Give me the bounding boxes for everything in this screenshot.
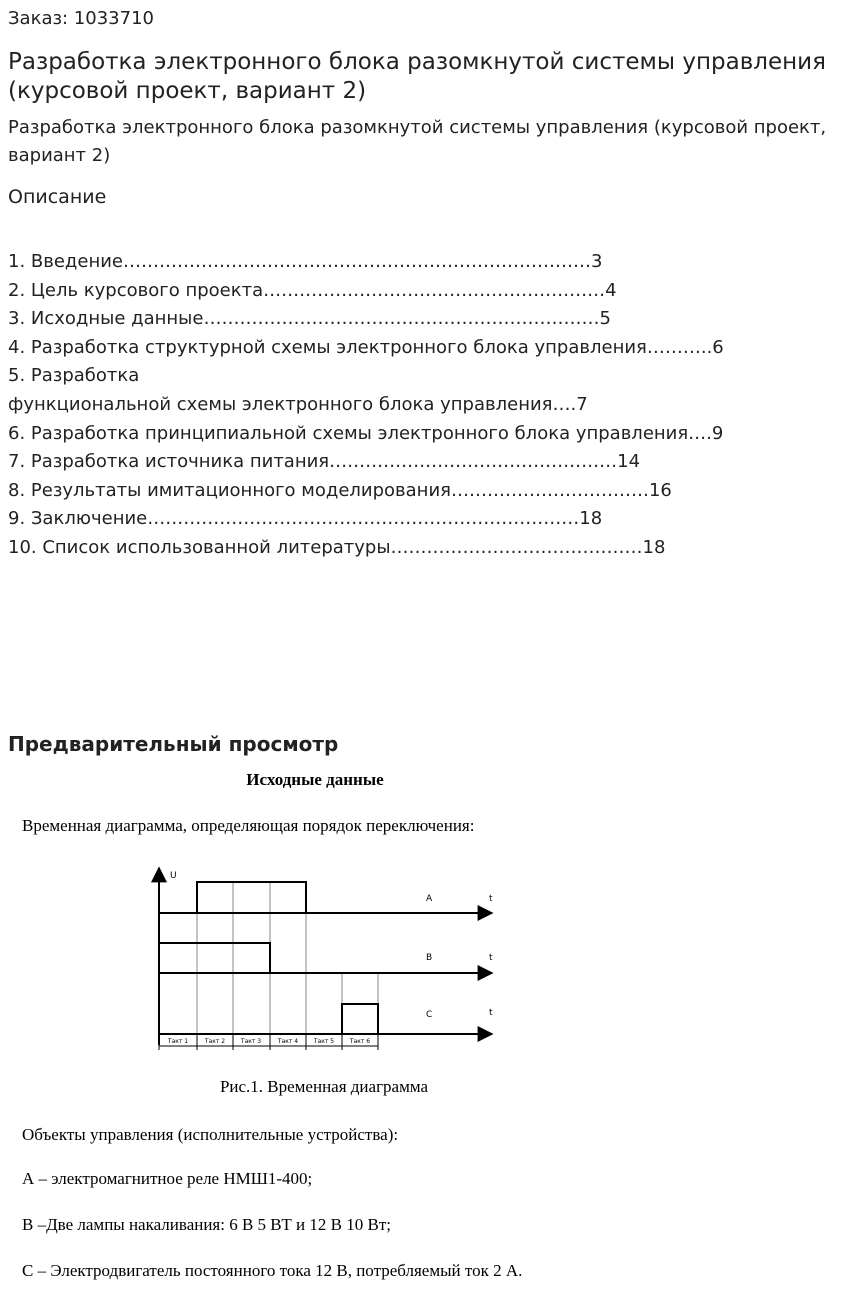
page-subtitle: Разработка электронного блока разомкнутой системы управления (курсовой проект, вариант 2)	[8, 117, 827, 166]
pulse-b	[159, 943, 270, 973]
tact-label: Такт 4	[277, 1038, 299, 1045]
toc-item: функциональной схемы электронного блока управления….7	[8, 393, 588, 415]
description-heading: Описание	[8, 186, 107, 208]
tact-label: Такт 2	[204, 1038, 226, 1045]
tact-label: Такт 1	[167, 1038, 189, 1045]
pulse-c	[342, 1004, 378, 1034]
toc-item: 2. Цель курсового проекта…………………………………………………4	[8, 279, 617, 301]
object-b: В –Две лампы накаливания: 6 В 5 ВТ и 12 В 10 Вт;	[22, 1215, 391, 1234]
signal-a-label: A	[426, 894, 433, 904]
object-c: С – Электродвигатель постоянного тока 12 В, потребляемый ток 2 А.	[22, 1261, 523, 1280]
tact-label: Такт 3	[240, 1038, 262, 1045]
objects-heading: Объекты управления (исполнительные устройства):	[22, 1125, 399, 1144]
toc-item: 1. Введение……………………………………………………………………3	[8, 251, 603, 272]
order-number: Заказ: 1033710	[8, 8, 154, 29]
tact-label: Такт 6	[349, 1038, 371, 1045]
time-axis-b-label: t	[489, 953, 493, 963]
toc-item: 4. Разработка структурной схемы электронного блока управления………..6	[8, 336, 724, 358]
toc-item: 8. Результаты имитационного моделирования……………………………16	[8, 479, 672, 501]
time-axis-c-label: t	[489, 1008, 493, 1018]
object-a: А – электромагнитное реле НМШ1-400;	[22, 1169, 313, 1188]
toc-item: 7. Разработка источника питания…………………………………………14	[8, 451, 641, 473]
toc-item: 5. Разработка	[8, 365, 140, 387]
u-axis-label: U	[170, 871, 177, 881]
signal-c-label: C	[426, 1010, 433, 1020]
toc-item: 3. Исходные данные…………………………………………………………5	[8, 308, 611, 330]
page-title: Разработка электронного блока разомкнутой системы управления (курсовой проект, вариант 2)	[8, 49, 826, 104]
diagram-intro: Временная диаграмма, определяющая порядок переключения:	[22, 816, 475, 835]
preview-heading: Предварительный просмотр	[8, 732, 339, 756]
pulse-a	[197, 882, 306, 913]
toc-item: 6. Разработка принципиальной схемы электронного блока управления….9	[8, 422, 724, 444]
document-subheading: Исходные данные	[246, 770, 384, 789]
timing-diagram	[140, 860, 510, 1055]
toc-item: 9. Заключение………………………………………………………………18	[8, 508, 603, 530]
figure-caption: Рис.1. Временная диаграмма	[219, 1077, 429, 1096]
table-of-contents	[8, 248, 724, 563]
tact-label: Такт 5	[313, 1038, 335, 1045]
toc-item: 10. Список использованной литературы……………………………………18	[8, 536, 666, 558]
time-axis-a-label: t	[489, 894, 493, 904]
signal-b-label: B	[426, 953, 433, 963]
tact-gridlines	[197, 882, 378, 1038]
